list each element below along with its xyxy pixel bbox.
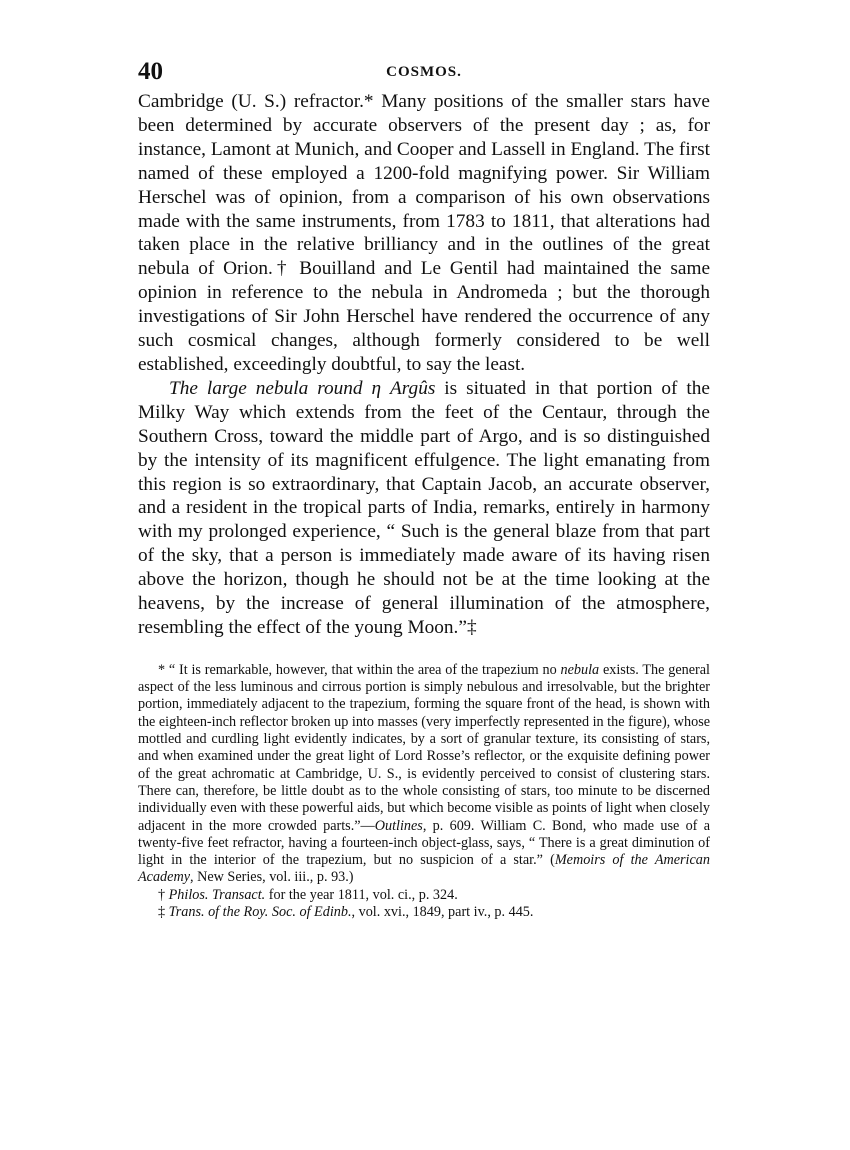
footnote-2 bbox=[138, 887, 710, 904]
paragraph-2-text: is situated in that portion of the Milky Way which extends from the feet of the Centaur, through the Southern Cross, toward the middle part of Argo, and is so distinguished by the intensity of its magnificent effulgence. The light emanating from this region is so extraordinary, that Captain Jacob, an accurate observer, and a resident in the tropical parts of India, remarks, entirely in harmony with my prolonged experience, “ Such is the general blaze from that part of the sky, that a person is immediately made aware of its having risen above the horizon, though he should not be at the time looking at the heavens, by the increase of general illumination of the atmosphere, resembling the effect of the young Moon.”‡ bbox=[138, 377, 710, 638]
book-page bbox=[138, 58, 710, 921]
footnote-1 bbox=[138, 662, 710, 887]
main-text bbox=[138, 90, 710, 640]
footnote-1-text-c: exists. The general aspect of the less luminous and cirrous portion is simply nebulous and irresolvable, but the brighter portion, immediately adjacent to the trapezium, forming the square front of the head, is shown with the eighteen-inch reflector broken up into masses (very imperfectly represented in the figure), whose mottled and curdling light evidently indicates, by a sort of granular texture, its consisting of stars, and when examined under the great light of Lord Rosse’s reflector, or the exquisite defining power of the great achromatic at Cambridge, U. S., is evidently perceived to consist of clustering stars. There can, therefore, be little doubt as to the whole consisting of stars, too minute to be discerned individually even with these powerful aids, but which become visible as points of light when closely adjacent in the more crowded parts.”— bbox=[138, 661, 711, 834]
footnote-3 bbox=[138, 904, 710, 921]
footnote-2-text: for the year 1811, vol. ci., p. 324. bbox=[265, 886, 458, 903]
footnote-1-italic-f: Memoirs of the American Academy bbox=[138, 852, 710, 886]
footnote-3-text: , vol. xvi., 1849, part iv., p. 445. bbox=[351, 904, 534, 920]
page-number: 40 bbox=[138, 58, 163, 85]
running-title: COSMOS. bbox=[386, 64, 462, 80]
paragraph-1: Cambridge (U. S.) refractor.* Many positions of the smaller stars have been determined by accurate observers of the present day ; as, for instance, Lamont at Munich, and Cooper and Lassell in England. The first named of these employed a 1200-fold magnifying power. Sir William Herschel was of opinion, from a comparison of his own observations made with the same instruments, from 1783 to 1811, that alterations had taken place in the relative brilliancy and in the outlines of the great nebula of Orion.† Bouilland and Le Gentil had maintained the same opinion in reference to the nebula in Andromeda ; but the thorough investigations of Sir John Herschel have rendered the occurrence of any such cosmical changes, although formerly considered to be well established, exceedingly doubtful, to say the least. bbox=[138, 91, 710, 375]
footnote-1-italic-b: nebula bbox=[560, 661, 600, 678]
footnote-1-italic-d: Outlines bbox=[374, 817, 423, 834]
paragraph-2 bbox=[138, 377, 710, 640]
page-header bbox=[138, 58, 710, 90]
footnote-3-mark: ‡ bbox=[158, 904, 169, 920]
paragraph-2-italic: The large nebula round η Argûs bbox=[169, 377, 436, 399]
footnote-3-italic: Trans. of the Roy. Soc. of Edinb. bbox=[168, 904, 352, 920]
footnote-1-text-g: , New Series, vol. iii., p. 93.) bbox=[190, 869, 354, 886]
footnotes bbox=[138, 662, 710, 921]
footnote-2-mark: † bbox=[158, 886, 169, 903]
footnote-1-text-e: , p. 609. William C. Bond, who made use of a twenty-five feet refractor, having a fourteen-inch object-glass, says, “ There is a great diminution of light in the interior of the trapezium, but no suspicion of a star.” ( bbox=[138, 817, 711, 869]
footnote-2-italic: Philos. Transact. bbox=[168, 886, 266, 903]
footnote-1-text-a: * “ It is remarkable, however, that within the area of the trapezium no bbox=[158, 661, 561, 678]
